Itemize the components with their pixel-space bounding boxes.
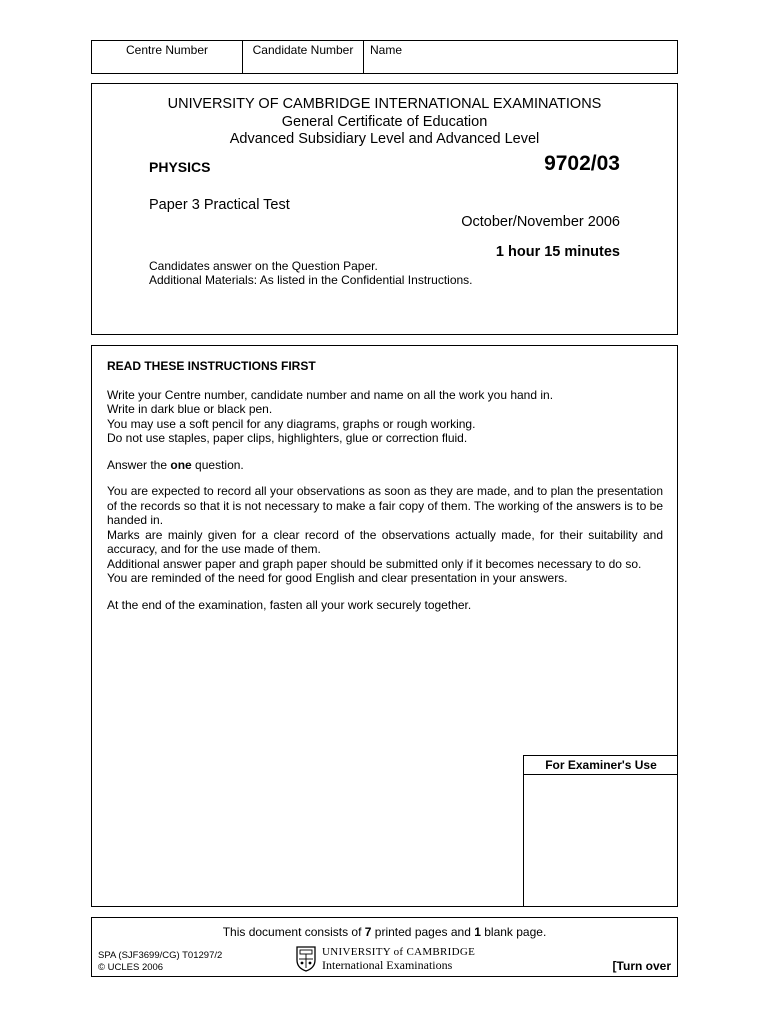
instructions-content [107, 359, 663, 624]
instruction-line: You may use a soft pencil for any diagrams, graphs or rough working. [107, 416, 476, 431]
logo-university: UNIVERSITY of CAMBRIDGE [322, 946, 476, 958]
pages-middle: printed pages and [371, 925, 475, 939]
materials-note: Additional Materials: As listed in the Confidential Instructions. [149, 273, 473, 287]
exam-session: October/November 2006 [461, 214, 620, 230]
subject-title: PHYSICS [149, 159, 211, 175]
pages-prefix: This document consists of [222, 925, 365, 939]
instruction-line: Marks are mainly given for a clear record of the observations actually made, for their suitability and accuracy, and for the use made of them. [107, 527, 663, 556]
qualification-line: General Certificate of Education [281, 114, 488, 130]
instructions-answer [107, 458, 663, 473]
instructions-end: At the end of the examination, fasten all your work securely together. [107, 597, 472, 612]
logo-examinations: International Examinations [322, 958, 453, 972]
exam-header [91, 83, 678, 335]
name-field[interactable] [364, 41, 677, 73]
answer-suffix: question. [191, 457, 244, 472]
instruction-line: Do not use staples, paper clips, highlighters, glue or correction fluid. [107, 431, 468, 445]
answer-prefix: Answer the [107, 457, 171, 472]
logo-text [322, 946, 475, 972]
paper-title: Paper 3 Practical Test [149, 197, 290, 213]
cambridge-logo [296, 945, 475, 973]
candidate-details-strip [91, 40, 678, 74]
turn-over-note: [Turn over [612, 959, 671, 973]
exam-duration: 1 hour 15 minutes [495, 244, 620, 260]
paper-code: 9702/03 [544, 152, 620, 175]
pages-suffix: blank page. [480, 925, 547, 939]
examiner-use-label: For Examiner's Use [524, 756, 678, 775]
instruction-line: Write your Centre number, candidate number and name on all the work you hand in. [107, 387, 554, 402]
examiner-use-box [523, 755, 678, 907]
centre-number-label: Centre Number [125, 43, 209, 57]
instruction-line: You are reminded of the need for good English and clear presentation in your answers. [107, 571, 568, 585]
candidate-number-label: Candidate Number [252, 43, 354, 57]
document-footer [91, 917, 678, 977]
printed-page-count: 7 [364, 925, 372, 939]
page-count-note [92, 925, 677, 939]
centre-number-field[interactable] [92, 41, 243, 73]
crest-icon [296, 946, 316, 972]
blank-page-count: 1 [474, 925, 481, 939]
instructions-heading: READ THESE INSTRUCTIONS FIRST [107, 359, 316, 373]
answer-count: one [170, 457, 192, 472]
candidate-number-field[interactable] [243, 41, 364, 73]
answer-note: Candidates answer on the Question Paper. [149, 259, 378, 273]
organisation-title: UNIVERSITY OF CAMBRIDGE INTERNATIONAL EXAMINATIONS [167, 96, 602, 112]
instruction-line: You are expected to record all your observations as soon as they are made, and to plan the presentation of the records so that it is not necessary to make a fair copy of them. The working of the answers is to be handed in. [107, 484, 663, 527]
name-label: Name [370, 43, 403, 57]
instruction-line: Write in dark blue or black pen. [107, 402, 273, 416]
instructions-panel [91, 345, 678, 907]
copyright-notice: © UCLES 2006 [98, 962, 164, 973]
instruction-line: Additional answer paper and graph paper should be submitted only if it becomes necessary to do so. [107, 556, 642, 571]
reference-code: SPA (SJF3699/CG) T01297/2 [98, 950, 223, 961]
level-line: Advanced Subsidiary Level and Advanced Level [229, 131, 540, 147]
instructions-recording [107, 484, 663, 586]
instructions-general [107, 388, 663, 446]
